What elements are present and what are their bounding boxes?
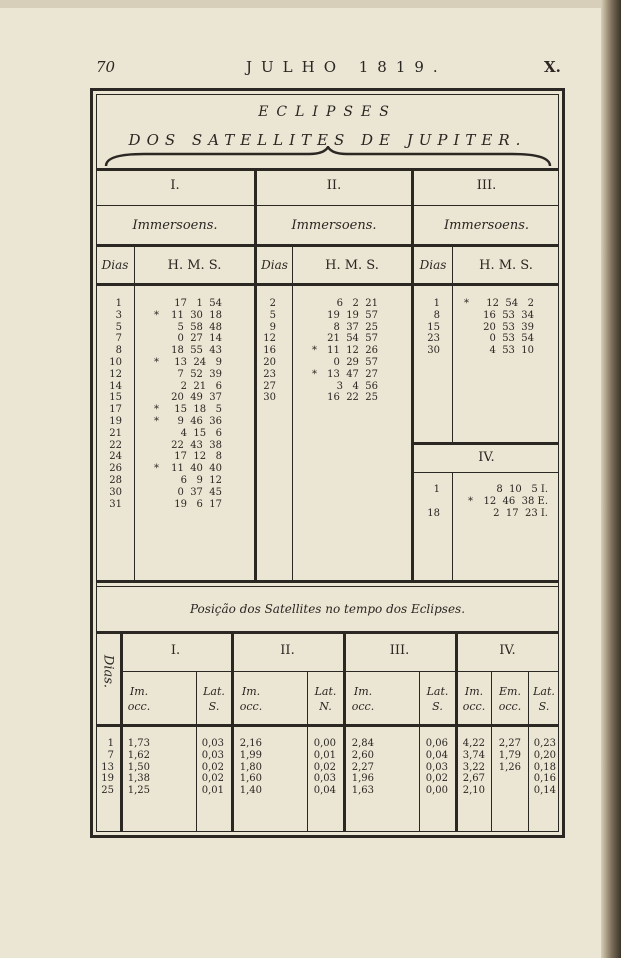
sub-head: [234, 684, 268, 714]
sub-head-bottom: S.: [208, 700, 220, 713]
grid-line: [134, 244, 135, 582]
sub-head-top: Em.: [499, 685, 521, 698]
sub-head-bottom: occ.: [498, 700, 522, 713]
pos-III-numeral: III.: [389, 643, 410, 658]
page-top-edge: [0, 0, 621, 8]
pos-col: 0,03 0,03 0,02 0,02 0,01: [201, 738, 224, 797]
grid-line: [413, 472, 559, 473]
sub-head: [492, 684, 528, 714]
sub-head-top: Im.: [241, 685, 261, 698]
grid-line: [452, 244, 453, 442]
sat-IV-numeral: IV.: [478, 450, 495, 465]
pos-col: 4,22 3,74 3,22 2,67 2,10: [462, 738, 485, 797]
sat-III-days: 1 8 15 23 30: [427, 298, 440, 357]
sub-head: [529, 684, 559, 714]
sat-II-label: Immersoens.: [291, 218, 377, 233]
sub-head-top: Lat.: [426, 685, 449, 698]
grid-line: [413, 442, 559, 445]
sat-I-days: 1 3 5 7 8 10 12 14 15 17 19 21 22 24 26 28 30 31: [109, 298, 122, 510]
running-title: JULHO 1819.: [246, 58, 447, 76]
page-number: 70: [96, 58, 116, 76]
sat-II-numeral: II.: [326, 178, 342, 193]
pos-dias-label: Dias.: [100, 654, 116, 689]
sub-head-top: Im.: [129, 685, 149, 698]
pos-col: 2,84 2,60 2,27 1,96 1,63: [351, 738, 374, 797]
grid-line: [455, 631, 458, 832]
brace-ornament: [104, 146, 552, 170]
sub-head-top: Im.: [464, 685, 484, 698]
title-satellites: DOS SATELLITES DE JUPITER.: [128, 131, 527, 149]
grid-line: [120, 631, 123, 832]
sat-III-times: 12 54 2 16 53 34 20 53 39 0 53 54 4 53 10: [483, 298, 534, 357]
sat-II-days: 2 5 9 12 16 20 23 27 30: [263, 298, 276, 404]
grid-line: [96, 631, 559, 634]
sat-I-label: Immersoens.: [132, 218, 218, 233]
sat-III-numeral: III.: [476, 178, 497, 193]
grid-line: [96, 724, 559, 727]
sat-III-label: Immersoens.: [443, 218, 530, 233]
sub-head: [420, 684, 455, 714]
sub-head-top: Lat.: [533, 685, 555, 698]
grid-line: [96, 586, 559, 587]
sub-head-bottom: N.: [319, 700, 332, 713]
pos-I-numeral: I.: [170, 643, 181, 658]
sub-head: [308, 684, 343, 714]
grid-line: [452, 472, 453, 582]
sat-II-times: 6 2 21 19 19 57 8 37 25 21 54 57 11 12 26 0 29 57 13 47 27 3 4 56 16 22 25: [327, 298, 378, 404]
grid-line: [96, 244, 559, 247]
sat-III-stars: *: [464, 298, 469, 309]
grid-line: [231, 631, 234, 832]
col-dias: Dias: [261, 258, 288, 272]
col-dias: Dias: [419, 258, 447, 272]
sat-II-stars: * *: [312, 345, 317, 380]
col-dias: Dias: [101, 258, 129, 272]
sat-IV-times: 8 10 5 I. 12 46 38 E. 2 17 23 I.: [483, 484, 548, 519]
title-eclipses: ECLIPSES: [258, 104, 397, 120]
grid-line: [120, 671, 559, 672]
pos-col: 2,16 1,99 1,80 1,60 1,40: [239, 738, 262, 797]
signature-mark: X.: [544, 58, 561, 76]
sub-head: [457, 684, 491, 714]
book-spine: [601, 0, 621, 958]
sub-head-top: Lat.: [203, 685, 225, 698]
sub-head-top: Im.: [353, 685, 373, 698]
sub-head-bottom: occ.: [462, 700, 486, 713]
sat-IV-days: 1 18: [427, 484, 440, 519]
grid-line: [96, 205, 559, 206]
sat-I-stars: * * * * *: [154, 309, 159, 475]
sub-head-bottom: occ.: [127, 700, 151, 713]
sub-head-bottom: S.: [432, 700, 443, 713]
pos-col: 0,23 0,20 0,18 0,16 0,14: [533, 738, 556, 797]
sat-IV-stars: *: [468, 495, 473, 507]
posicao-title: Posição dos Satellites no tempo dos Eclipses.: [189, 602, 466, 616]
sat-I-times: 17 1 54 11 30 18 5 58 48 0 27 14 18 55 43 13 24 9 7 52 39 2 21 6 20 49 37 15 18 5 9 46 36 4 15 6 22 43 38 17 12 8 11 40 40 6 9 12 0 37 45 19 6 17: [171, 298, 222, 510]
pos-col: 0,00 0,01 0,02 0,03 0,04: [313, 738, 336, 797]
grid-line: [343, 631, 346, 832]
sub-head: [122, 684, 156, 714]
sub-head-top: Lat.: [314, 685, 337, 698]
grid-line: [96, 283, 559, 286]
pos-col: 0,06 0,04 0,03 0,02 0,00: [425, 738, 448, 797]
grid-line: [292, 244, 293, 582]
sub-head-bottom: S.: [538, 700, 550, 713]
pos-col: 1,73 1,62 1,50 1,38 1,25: [127, 738, 150, 797]
sub-head: [197, 684, 231, 714]
col-hms: H. M. S.: [325, 258, 379, 273]
grid-line: [96, 580, 559, 583]
pos-IV-numeral: IV.: [499, 643, 516, 658]
sat-I-numeral: I.: [170, 178, 180, 193]
sub-head-bottom: occ.: [239, 700, 263, 713]
col-hms: H. M. S.: [479, 258, 533, 273]
pos-days: 1 7 13 19 25: [101, 738, 114, 797]
col-hms: H. M. S.: [167, 258, 222, 273]
grid-line: [96, 168, 559, 171]
sub-head-bottom: occ.: [351, 700, 375, 713]
pos-II-numeral: II.: [280, 643, 295, 658]
pos-col: 2,27 1,79 1,26: [498, 738, 521, 773]
sub-head: [346, 684, 380, 714]
